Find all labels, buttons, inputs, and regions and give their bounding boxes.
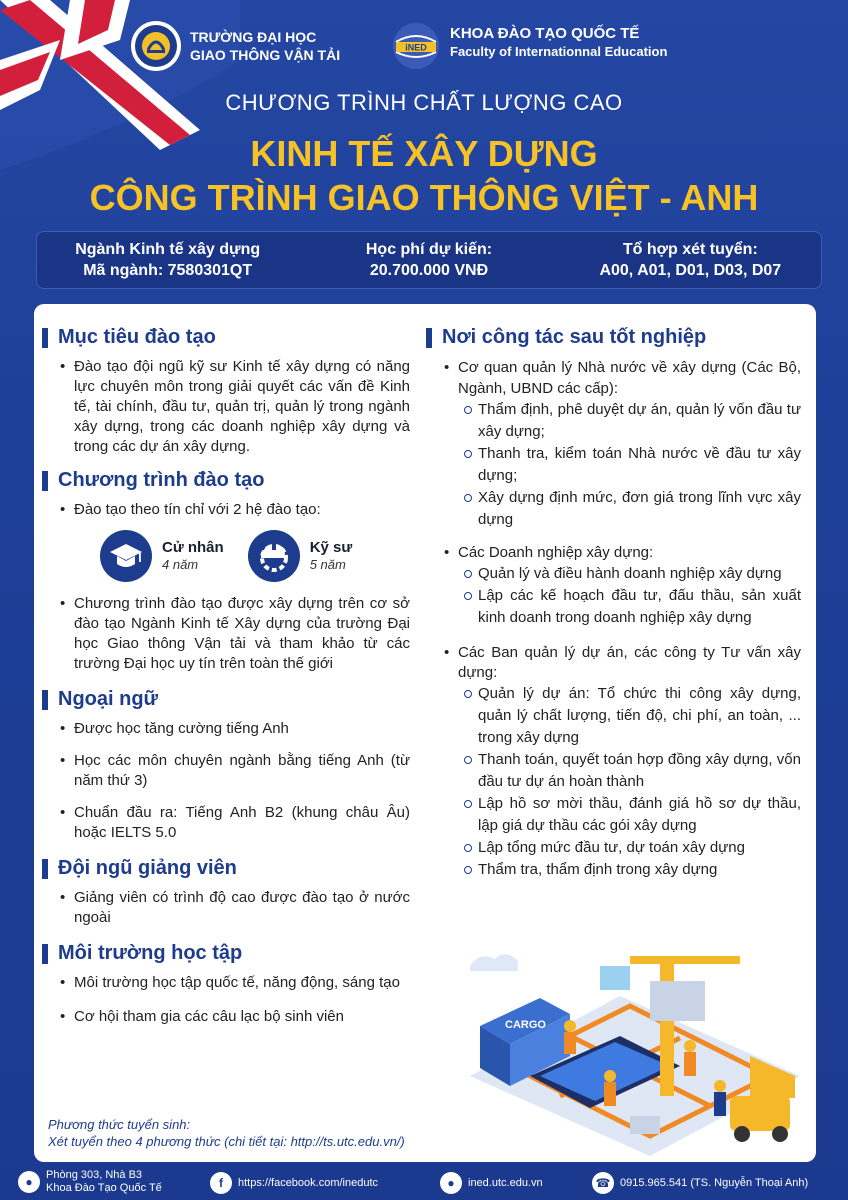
globe-icon: ● — [440, 1172, 462, 1194]
degree-options — [100, 530, 410, 582]
footer-phone: ☎ 0915.965.541 (TS. Nguyễn Thoại Anh) — [592, 1172, 808, 1194]
footer-address: ● Phòng 303, Nhà B3 Khoa Đào Tạo Quốc Tế — [18, 1169, 162, 1195]
degree-bachelor: Cử nhân 4 năm — [162, 539, 224, 572]
program-subtitle: CHƯƠNG TRÌNH CHẤT LƯỢNG CAO — [225, 90, 623, 115]
sub-item: Lập các kế hoạch đầu tư, đấu thầu, sản xuất kinh doanh trong doanh nghiệp xây dựng — [426, 585, 801, 629]
list-item: • Học các môn chuyên ngành bằng tiếng Anh (từ năm thứ 3) — [42, 751, 410, 791]
section-heading-faculty: Đội ngũ giảng viên — [42, 857, 410, 880]
list-item: • Chương trình đào tạo được xây dựng trên cơ sở đào tạo Ngành Kinh tế Xây dựng của trường Đại học Giao thông Vận tải và tham khảo từ các trường Đại học uy tín trên toàn thế giới — [42, 594, 410, 674]
list-item: • Cơ hội tham gia các câu lạc bộ sinh viên — [42, 1007, 410, 1027]
sub-item: Xây dựng định mức, đơn giá trong lĩnh vực xây dựng — [426, 487, 801, 531]
list-item: • Được học tăng cường tiếng Anh — [42, 719, 410, 739]
sub-item: Thanh toán, quyết toán hợp đồng xây dựng, vốn đầu tư dự án hoàn thành — [426, 749, 801, 793]
sub-item: Quản lý dự án: Tổ chức thi công xây dựng, quản lý chất lượng, tiến độ, chi phí, an toàn, ... trong xây dựng — [426, 683, 801, 749]
svg-text:CARGO: CARGO — [505, 1019, 546, 1031]
right-column — [426, 326, 801, 881]
sub-item: Thẩm tra, thẩm định trong xây dựng — [426, 859, 801, 881]
combo-info: Tổ hợp xét tuyển: A00, A01, D01, D03, D07 — [599, 241, 782, 279]
footer-website-link[interactable]: ● ined.utc.edu.vn — [440, 1172, 543, 1194]
list-item: • Cơ quan quản lý Nhà nước về xây dựng (Các Bộ, Ngành, UBND các cấp): — [426, 357, 801, 399]
ined-logo-icon — [392, 22, 440, 70]
graduation-cap-icon — [100, 530, 152, 582]
sub-item: Quản lý và điều hành doanh nghiệp xây dựng — [426, 563, 801, 585]
university-name: TRƯỜNG ĐẠI HỌC GIAO THÔNG VẬN TẢI — [190, 29, 341, 63]
admission-info: Phương thức tuyển sinh: Xét tuyển theo 4 phương thức (chi tiết tại: http://ts.utc.edu.vn/) — [48, 1117, 405, 1149]
footer-facebook-link[interactable]: f https://facebook.com/inedutc — [210, 1172, 378, 1194]
phone-icon: ☎ — [592, 1172, 614, 1194]
left-column — [42, 326, 410, 1027]
construction-illustration — [450, 926, 810, 1156]
major-info: Ngành Kinh tế xây dựng Mã ngành: 7580301QT — [75, 241, 261, 279]
list-item: • Đào tạo đội ngũ kỹ sư Kinh tế xây dựng có năng lực chuyên môn trong giải quyết các vấn đề Kinh tế, tài chính, đầu tư, quản trị, quản lý trong ngành xây dựng, trong các doanh nghiệp xây dựng và trong các dự án xây dựng. — [42, 357, 410, 457]
degree-engineer: Kỹ sư 5 năm — [309, 539, 353, 572]
section-heading-curriculum: Chương trình đào tạo — [42, 469, 410, 492]
sub-item: Thanh tra, kiểm toán Nhà nước về đầu tư xây dựng; — [426, 443, 801, 487]
list-item: • Các Doanh nghiệp xây dựng: — [426, 543, 801, 563]
faculty-name: KHOA ĐÀO TẠO QUỐC TẾ Faculty of Internationnal Education — [450, 25, 668, 59]
list-item: • Môi trường học tập quốc tế, năng động, sáng tạo — [42, 973, 410, 993]
section-heading-language: Ngoại ngữ — [42, 688, 410, 711]
section-heading-careers: Nơi công tác sau tốt nghiệp — [426, 326, 801, 349]
facebook-icon: f — [210, 1172, 232, 1194]
utc-logo-icon — [130, 20, 182, 72]
sub-item: Lập tổng mức đầu tư, dự toán xây dựng — [426, 837, 801, 859]
fee-info: Học phí dự kiến: 20.700.000 VNĐ — [365, 241, 493, 279]
program-info-bar — [36, 231, 822, 289]
svg-text:iNED: iNED — [405, 42, 427, 53]
list-item: • Giảng viên có trình độ cao được đào tạo ở nước ngoài — [42, 888, 410, 928]
sub-item: Lập hồ sơ mời thầu, đánh giá hồ sơ dự thầu, lập giá dự thầu các gói xây dựng — [426, 793, 801, 837]
content-panel — [34, 304, 816, 1162]
hardhat-gear-icon — [248, 530, 300, 582]
location-pin-icon: ● — [18, 1171, 40, 1193]
section-heading-environment: Môi trường học tập — [42, 942, 410, 965]
list-item: • Chuẩn đầu ra: Tiếng Anh B2 (khung châu Âu) hoặc IELTS 5.0 — [42, 803, 410, 843]
section-heading-objectives: Mục tiêu đào tạo — [42, 326, 410, 349]
list-item: • Các Ban quản lý dự án, các công ty Tư vấn xây dựng: — [426, 643, 801, 683]
program-title-line1: KINH TẾ XÂY DỰNG — [250, 133, 598, 174]
footer — [0, 1166, 848, 1200]
list-item: • Đào tạo theo tín chỉ với 2 hệ đào tạo: — [42, 500, 410, 520]
sub-item: Thẩm định, phê duyệt dự án, quản lý vốn đầu tư xây dựng; — [426, 399, 801, 443]
program-title-line2: CÔNG TRÌNH GIAO THÔNG VIỆT - ANH — [89, 177, 759, 218]
